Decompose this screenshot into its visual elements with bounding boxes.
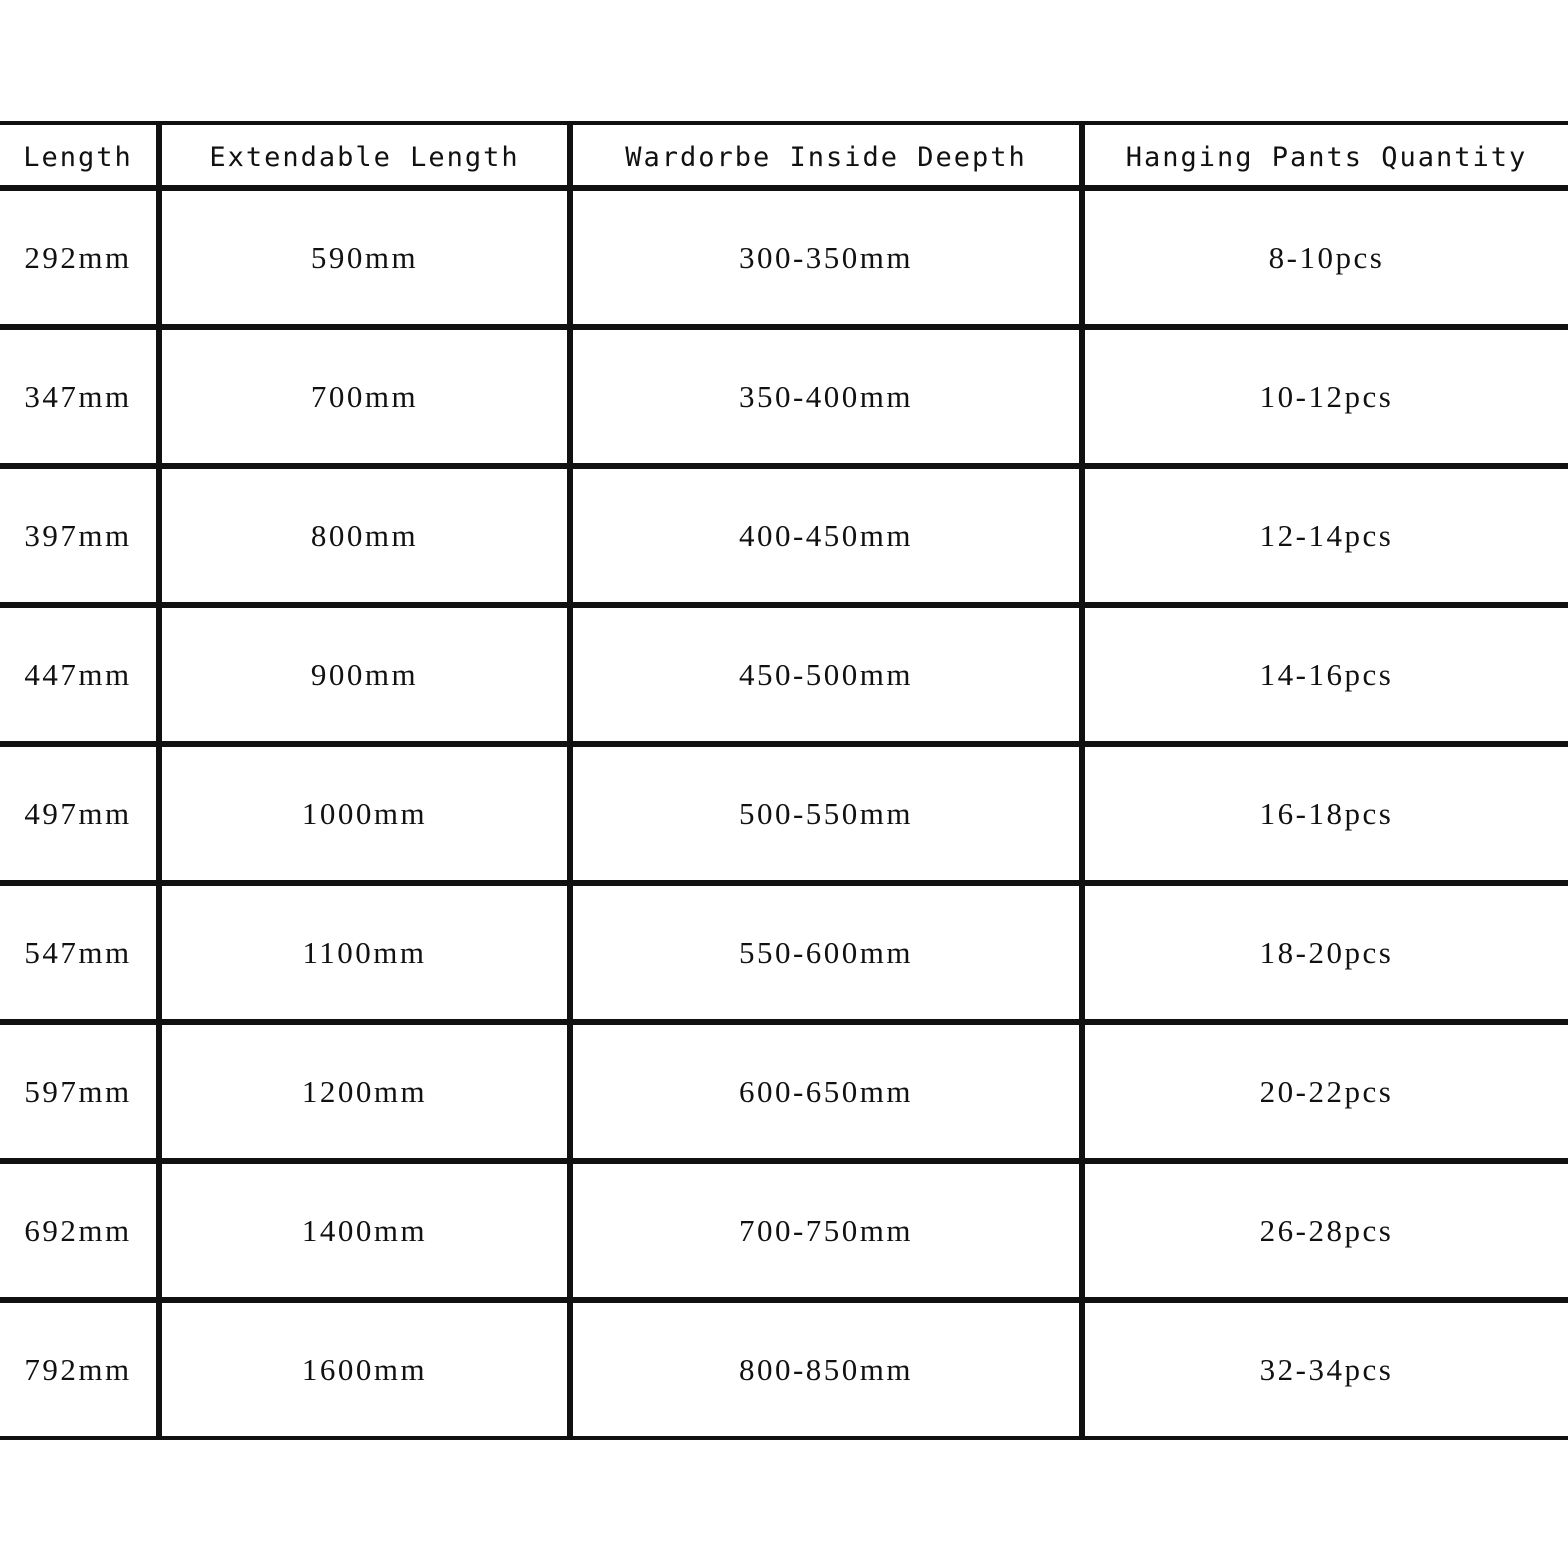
cell-inside-depth: 350-400mm bbox=[570, 327, 1082, 466]
cell-length: 597mm bbox=[0, 1022, 159, 1161]
table-row bbox=[0, 883, 1568, 1022]
header-hanging-pants-quantity: Hanging Pants Quantity bbox=[1082, 123, 1568, 188]
cell-length: 447mm bbox=[0, 605, 159, 744]
header-extendable-length: Extendable Length bbox=[159, 123, 570, 188]
cell-extendable-length: 1100mm bbox=[159, 883, 570, 1022]
cell-extendable-length: 1000mm bbox=[159, 744, 570, 883]
cell-inside-depth: 600-650mm bbox=[570, 1022, 1082, 1161]
table-row bbox=[0, 1022, 1568, 1161]
cell-pants-quantity: 26-28pcs bbox=[1082, 1161, 1568, 1300]
cell-extendable-length: 1200mm bbox=[159, 1022, 570, 1161]
cell-pants-quantity: 12-14pcs bbox=[1082, 466, 1568, 605]
header-row bbox=[0, 123, 1568, 188]
header-wardrobe-inside-depth: Wardorbe Inside Deepth bbox=[570, 123, 1082, 188]
table-row bbox=[0, 744, 1568, 883]
size-table bbox=[0, 121, 1568, 1440]
cell-length: 792mm bbox=[24, 1351, 132, 1387]
cell-length: 692mm bbox=[0, 1161, 159, 1300]
table-row bbox=[0, 466, 1568, 605]
cell-inside-depth: 550-600mm bbox=[570, 883, 1082, 1022]
cell-extendable-length: 700mm bbox=[159, 327, 570, 466]
table-row bbox=[0, 188, 1568, 327]
cell-length: 397mm bbox=[0, 466, 159, 605]
cell-length: 347mm bbox=[0, 327, 159, 466]
cell-pants-quantity: 10-12pcs bbox=[1082, 327, 1568, 466]
table-row bbox=[0, 605, 1568, 744]
cell-pants-quantity: 18-20pcs bbox=[1082, 883, 1568, 1022]
table-body bbox=[0, 188, 1568, 1438]
table-row bbox=[0, 327, 1568, 466]
header-length: Length bbox=[0, 123, 159, 188]
cell-inside-depth: 700-750mm bbox=[570, 1161, 1082, 1300]
cell-inside-depth: 500-550mm bbox=[570, 744, 1082, 883]
table-header bbox=[0, 123, 1568, 188]
cell-inside-depth: 800-850mm bbox=[570, 1300, 1082, 1438]
cell-length: 547mm bbox=[0, 883, 159, 1022]
cell-pants-quantity: 8-10pcs bbox=[1082, 188, 1568, 327]
cell-length: 292mm bbox=[0, 188, 159, 327]
cell-inside-depth: 450-500mm bbox=[570, 605, 1082, 744]
cell-pants-quantity: 16-18pcs bbox=[1082, 744, 1568, 883]
cell-pants-quantity: 20-22pcs bbox=[1082, 1022, 1568, 1161]
cell-pants-quantity: 32-34pcs bbox=[1082, 1300, 1568, 1438]
cell-extendable-length: 1400mm bbox=[159, 1161, 570, 1300]
table-row bbox=[0, 1161, 1568, 1300]
cell-length: 497mm bbox=[0, 744, 159, 883]
cell-extendable-length: 590mm bbox=[159, 188, 570, 327]
cell-extendable-length: 1600mm bbox=[159, 1300, 570, 1438]
cell-extendable-length: 800mm bbox=[159, 466, 570, 605]
cell-extendable-length: 900mm bbox=[159, 605, 570, 744]
table-row bbox=[0, 1300, 1568, 1438]
cell-pants-quantity: 14-16pcs bbox=[1082, 605, 1568, 744]
cell-inside-depth: 300-350mm bbox=[570, 188, 1082, 327]
cell-inside-depth: 400-450mm bbox=[570, 466, 1082, 605]
